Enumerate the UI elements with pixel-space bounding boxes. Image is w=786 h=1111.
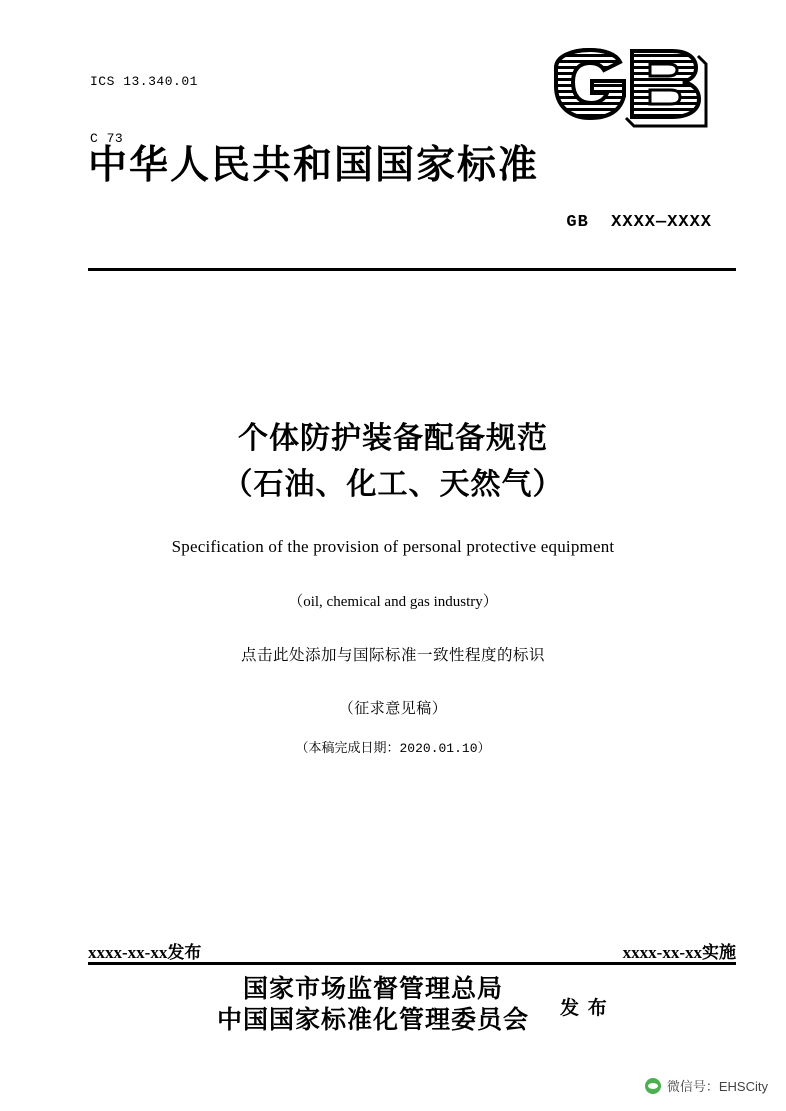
wechat-watermark	[645, 1076, 768, 1095]
issue-date: xxxx-xx-xx发布	[88, 943, 202, 962]
publisher-line-1: 国家市场监督管理总局	[242, 976, 503, 1003]
draft-completion-date: （本稿完成日期：2020.01.10）	[295, 741, 491, 756]
international-consistency-note: 点击此处添加与国际标准一致性程度的标识	[240, 647, 545, 664]
document-title-cn-line2: （石油、化工、天然气）	[222, 468, 564, 501]
issue-implement-line	[88, 938, 736, 960]
implement-date: xxxx-xx-xx实施	[622, 943, 736, 962]
national-standard-title	[88, 142, 700, 190]
standard-number: GB XXXX—XXXX	[566, 213, 712, 232]
gb-logo-icon	[546, 48, 726, 138]
publisher-line-2: 中国国家标准化管理委员会	[216, 1007, 529, 1034]
wechat-label: 微信号：EHSCity	[666, 1079, 768, 1094]
document-subtitle-en: （oil, chemical and gas industry）	[288, 594, 498, 610]
document-title-en: Specification of the provision of personal protective equipment	[171, 537, 615, 556]
document-title-cn	[0, 418, 786, 506]
national-standard-title-text: 中华人民共和国国家标准	[88, 144, 540, 187]
publisher-block	[178, 974, 568, 1036]
document-title-cn-line1: 个体防护装备配备规范	[238, 422, 548, 455]
bottom-divider	[88, 962, 736, 965]
ccs-code: C 73	[90, 131, 124, 146]
publish-label: 发 布	[560, 998, 609, 1019]
draft-status-note: （征求意见稿）	[338, 701, 448, 717]
ics-code: ICS 13.340.01	[90, 74, 198, 89]
wechat-icon	[645, 1078, 661, 1094]
top-divider	[88, 268, 736, 271]
